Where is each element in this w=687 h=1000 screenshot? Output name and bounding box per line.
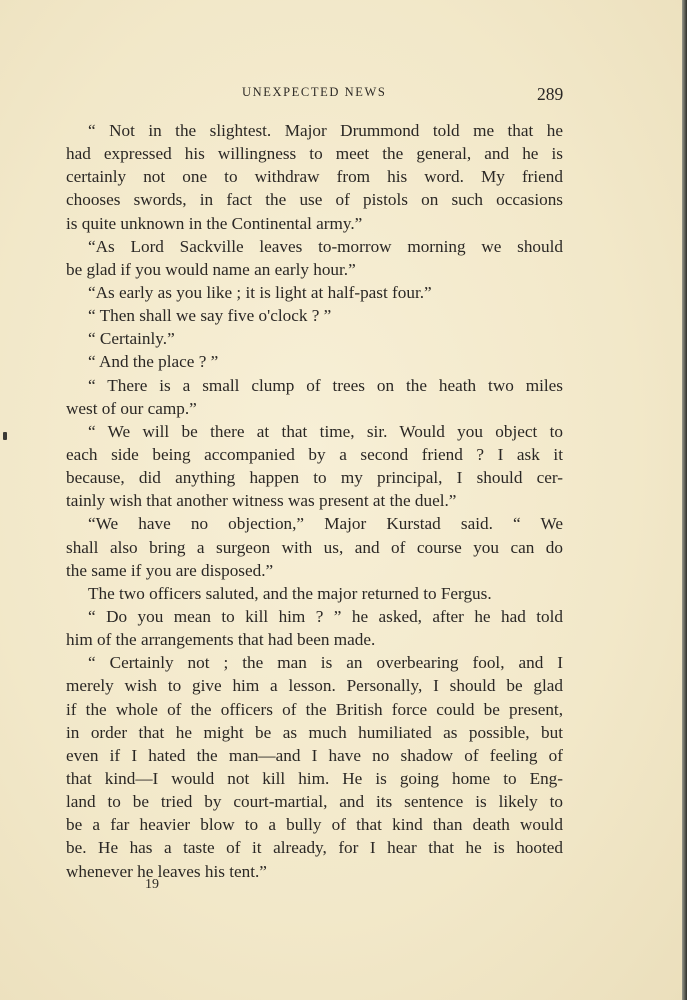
text-line: tainly wish that another witness was present at the duel.” <box>66 491 457 511</box>
text-line: “ And the place ? ” <box>88 352 219 372</box>
text-line: is quite unknown in the Continental army.” <box>66 213 363 233</box>
text-line: certainly not one to withdraw from his word. My friend <box>66 167 563 187</box>
text-line: “ Do you mean to kill him ? ” he asked, after he had told <box>88 606 563 626</box>
text-line: be a far heavier blow to a bully of that kind than death would <box>66 815 563 835</box>
text-line: be. He has a taste of it already, for I hear that he is hooted <box>66 838 563 858</box>
signature-mark: 19 <box>145 877 159 892</box>
text-line: “ Certainly not ; the man is an overbearing fool, and I <box>88 653 563 673</box>
text-line: “ We will be there at that time, sir. Would you object to <box>88 421 563 441</box>
text-line: chooses swords, in fact the use of pistols on such occasions <box>66 190 563 210</box>
running-head: UNEXPECTED NEWS <box>242 85 387 99</box>
text-line: “ Not in the slightest. Major Drummond told me that he <box>88 121 563 140</box>
text-line: “As Lord Sackville leaves to-morrow morning we should <box>88 236 563 256</box>
text-line: shall also bring a surgeon with us, and of course you can do <box>66 537 563 557</box>
text-line: the same if you are disposed.” <box>66 560 274 580</box>
text-line: in order that he might be as much humiliated as possible, but <box>66 722 563 742</box>
text-line: west of our camp.” <box>66 398 197 418</box>
text-line: had expressed his willingness to meet the general, and he is <box>66 144 563 164</box>
text-line: land to be tried by court-martial, and its sentence is likely to <box>66 792 563 812</box>
text-line: merely wish to give him a lesson. Personally, I should be glad <box>66 676 563 696</box>
text-line: “ Certainly.” <box>88 329 175 349</box>
text-line: if the whole of the officers of the British force could be present, <box>66 699 563 719</box>
text-line: that kind—I would not kill him. He is going home to Eng- <box>66 768 563 788</box>
body-text <box>66 119 563 883</box>
text-line: The two officers saluted, and the major returned to Fergus. <box>88 583 492 603</box>
text-line: even if I hated the man—and I have no shadow of feeling of <box>66 745 563 765</box>
text-line: “We have no objection,” Major Kurstad said. “ We <box>88 514 563 534</box>
text-line: each side being accompanied by a second friend ? I ask it <box>66 444 563 464</box>
margin-mark <box>3 432 7 440</box>
text-line: “ Then shall we say five o'clock ? ” <box>88 306 332 326</box>
text-line: whenever he leaves his tent.” <box>66 861 267 881</box>
text-line: be glad if you would name an early hour.” <box>66 259 356 279</box>
text-line: him of the arrangements that had been made. <box>66 630 376 650</box>
page-number: 289 <box>537 84 564 104</box>
text-line: “As early as you like ; it is light at half-past four.” <box>88 282 432 302</box>
page-edge-shadow <box>682 0 687 1000</box>
text-line: “ There is a small clump of trees on the heath two miles <box>88 375 563 395</box>
text-line: because, did anything happen to my principal, I should cer- <box>66 468 563 488</box>
